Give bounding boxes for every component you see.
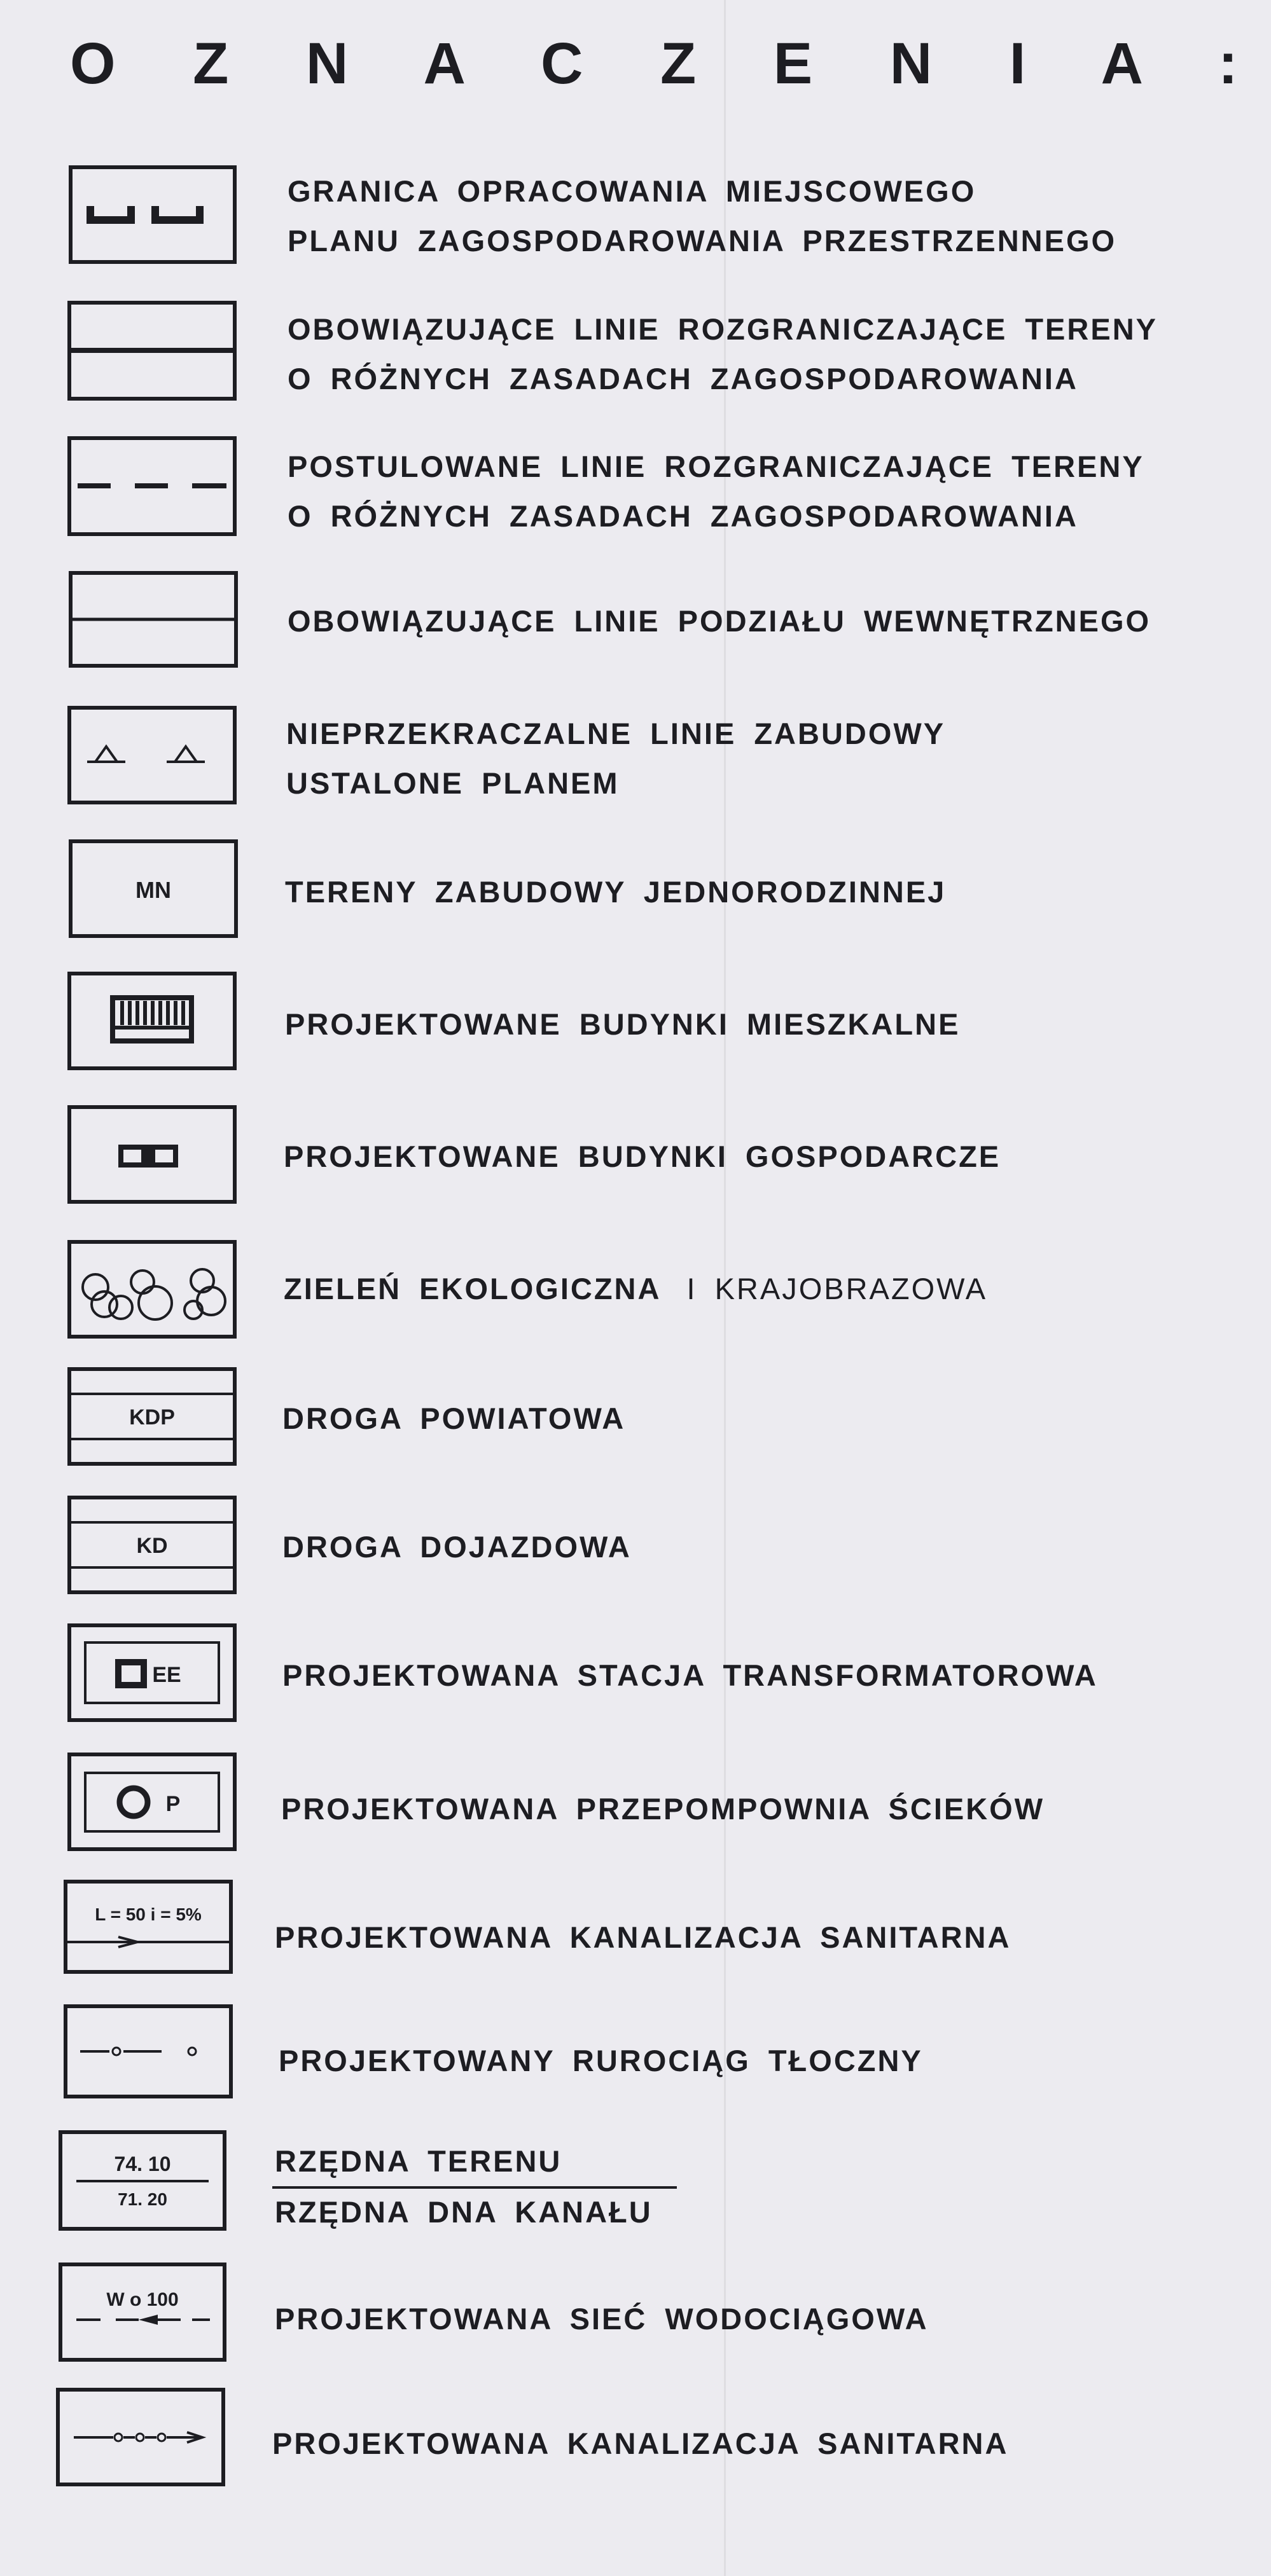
legend-label: OBOWIĄZUJĄCE LINIE ROZGRANICZAJĄCE TERENY O RÓŻNYCH ZASADACH ZAGOSPODAROWANIA — [288, 312, 1158, 396]
legend-label: RZĘDNA TERENU RZĘDNA DNA KANAŁU — [275, 2144, 653, 2229]
road-code: KDP — [129, 1405, 175, 1429]
legend-label: PROJEKTOWANA STACJA TRANSFORMATOROWA — [282, 1658, 1098, 1692]
road-code: KD — [136, 1534, 168, 1558]
legend-label: PROJEKTOWANA SIEĆ WODOCIĄGOWA — [275, 2302, 929, 2336]
legend-label: DROGA POWIATOWA — [282, 1402, 626, 1435]
legend-title: O Z N A C Z E N I A : — [70, 31, 1268, 96]
zone-code-icon — [69, 839, 238, 938]
sewer-line-icon — [56, 2388, 225, 2486]
road-icon — [67, 1367, 237, 1466]
legend-label: DROGA DOJAZDOWA — [282, 1530, 632, 1564]
pressure-pipe-icon — [64, 2004, 233, 2098]
legend-label: PROJEKTOWANA KANALIZACJA SANITARNA — [275, 1920, 1011, 1954]
legend-label: PROJEKTOWANY RUROCIĄG TŁOCZNY — [279, 2044, 923, 2077]
legend-label: POSTULOWANE LINIE ROZGRANICZAJĄCE TERENY O RÓŻNYCH ZASADACH ZAGOSPODAROWANIA — [288, 450, 1144, 533]
solid-line-icon — [67, 301, 237, 401]
fraction-line — [272, 2186, 677, 2189]
pumping-station-icon — [67, 1753, 237, 1851]
legend-label: NIEPRZEKRACZALNE LINIE ZABUDOWY USTALONE PLANEM — [286, 717, 946, 800]
greenery-icon — [67, 1240, 237, 1339]
legend-label: GRANICA OPRACOWANIA MIEJSCOWEGO PLANU ZAGOSPODAROWANIA PRZESTRZENNEGO — [288, 174, 1117, 258]
building-line-icon — [67, 706, 237, 804]
transformer-station-icon — [67, 1623, 237, 1722]
sewer-slope-icon — [64, 1880, 233, 1974]
channel-bottom-elevation: 71. 20 — [118, 2189, 167, 2209]
water-params: W o 100 — [106, 2289, 179, 2310]
plan-boundary-icon — [69, 165, 237, 264]
road-icon — [67, 1496, 237, 1594]
dashed-line-icon — [67, 436, 237, 536]
zone-code: MN — [135, 877, 171, 903]
legend-label: PROJEKTOWANA PRZEPOMPOWNIA ŚCIEKÓW — [281, 1792, 1045, 1826]
farm-building-icon — [67, 1105, 237, 1204]
legend-label: PROJEKTOWANE BUDYNKI GOSPODARCZE — [284, 1140, 1001, 1173]
legend-label: ZIELEŃ EKOLOGICZNA I KRAJOBRAZOWA — [284, 1272, 988, 1305]
internal-division-line-icon — [69, 571, 238, 668]
legend-label: PROJEKTOWANE BUDYNKI MIESZKALNE — [285, 1007, 961, 1041]
elevation-icon — [59, 2130, 226, 2231]
pump-code: P — [165, 1792, 181, 1816]
residential-building-icon — [67, 972, 237, 1070]
terrain-elevation: 74. 10 — [114, 2152, 171, 2175]
sewer-params: L = 50 i = 5% — [95, 1904, 202, 1924]
legend-label: PROJEKTOWANA KANALIZACJA SANITARNA — [272, 2427, 1009, 2460]
legend-label: OBOWIĄZUJĄCE LINIE PODZIAŁU WEWNĘTRZNEGO — [288, 604, 1151, 638]
station-code: EE — [152, 1663, 181, 1687]
water-network-icon — [59, 2263, 226, 2362]
legend-label: TERENY ZABUDOWY JEDNORODZINNEJ — [285, 875, 947, 909]
